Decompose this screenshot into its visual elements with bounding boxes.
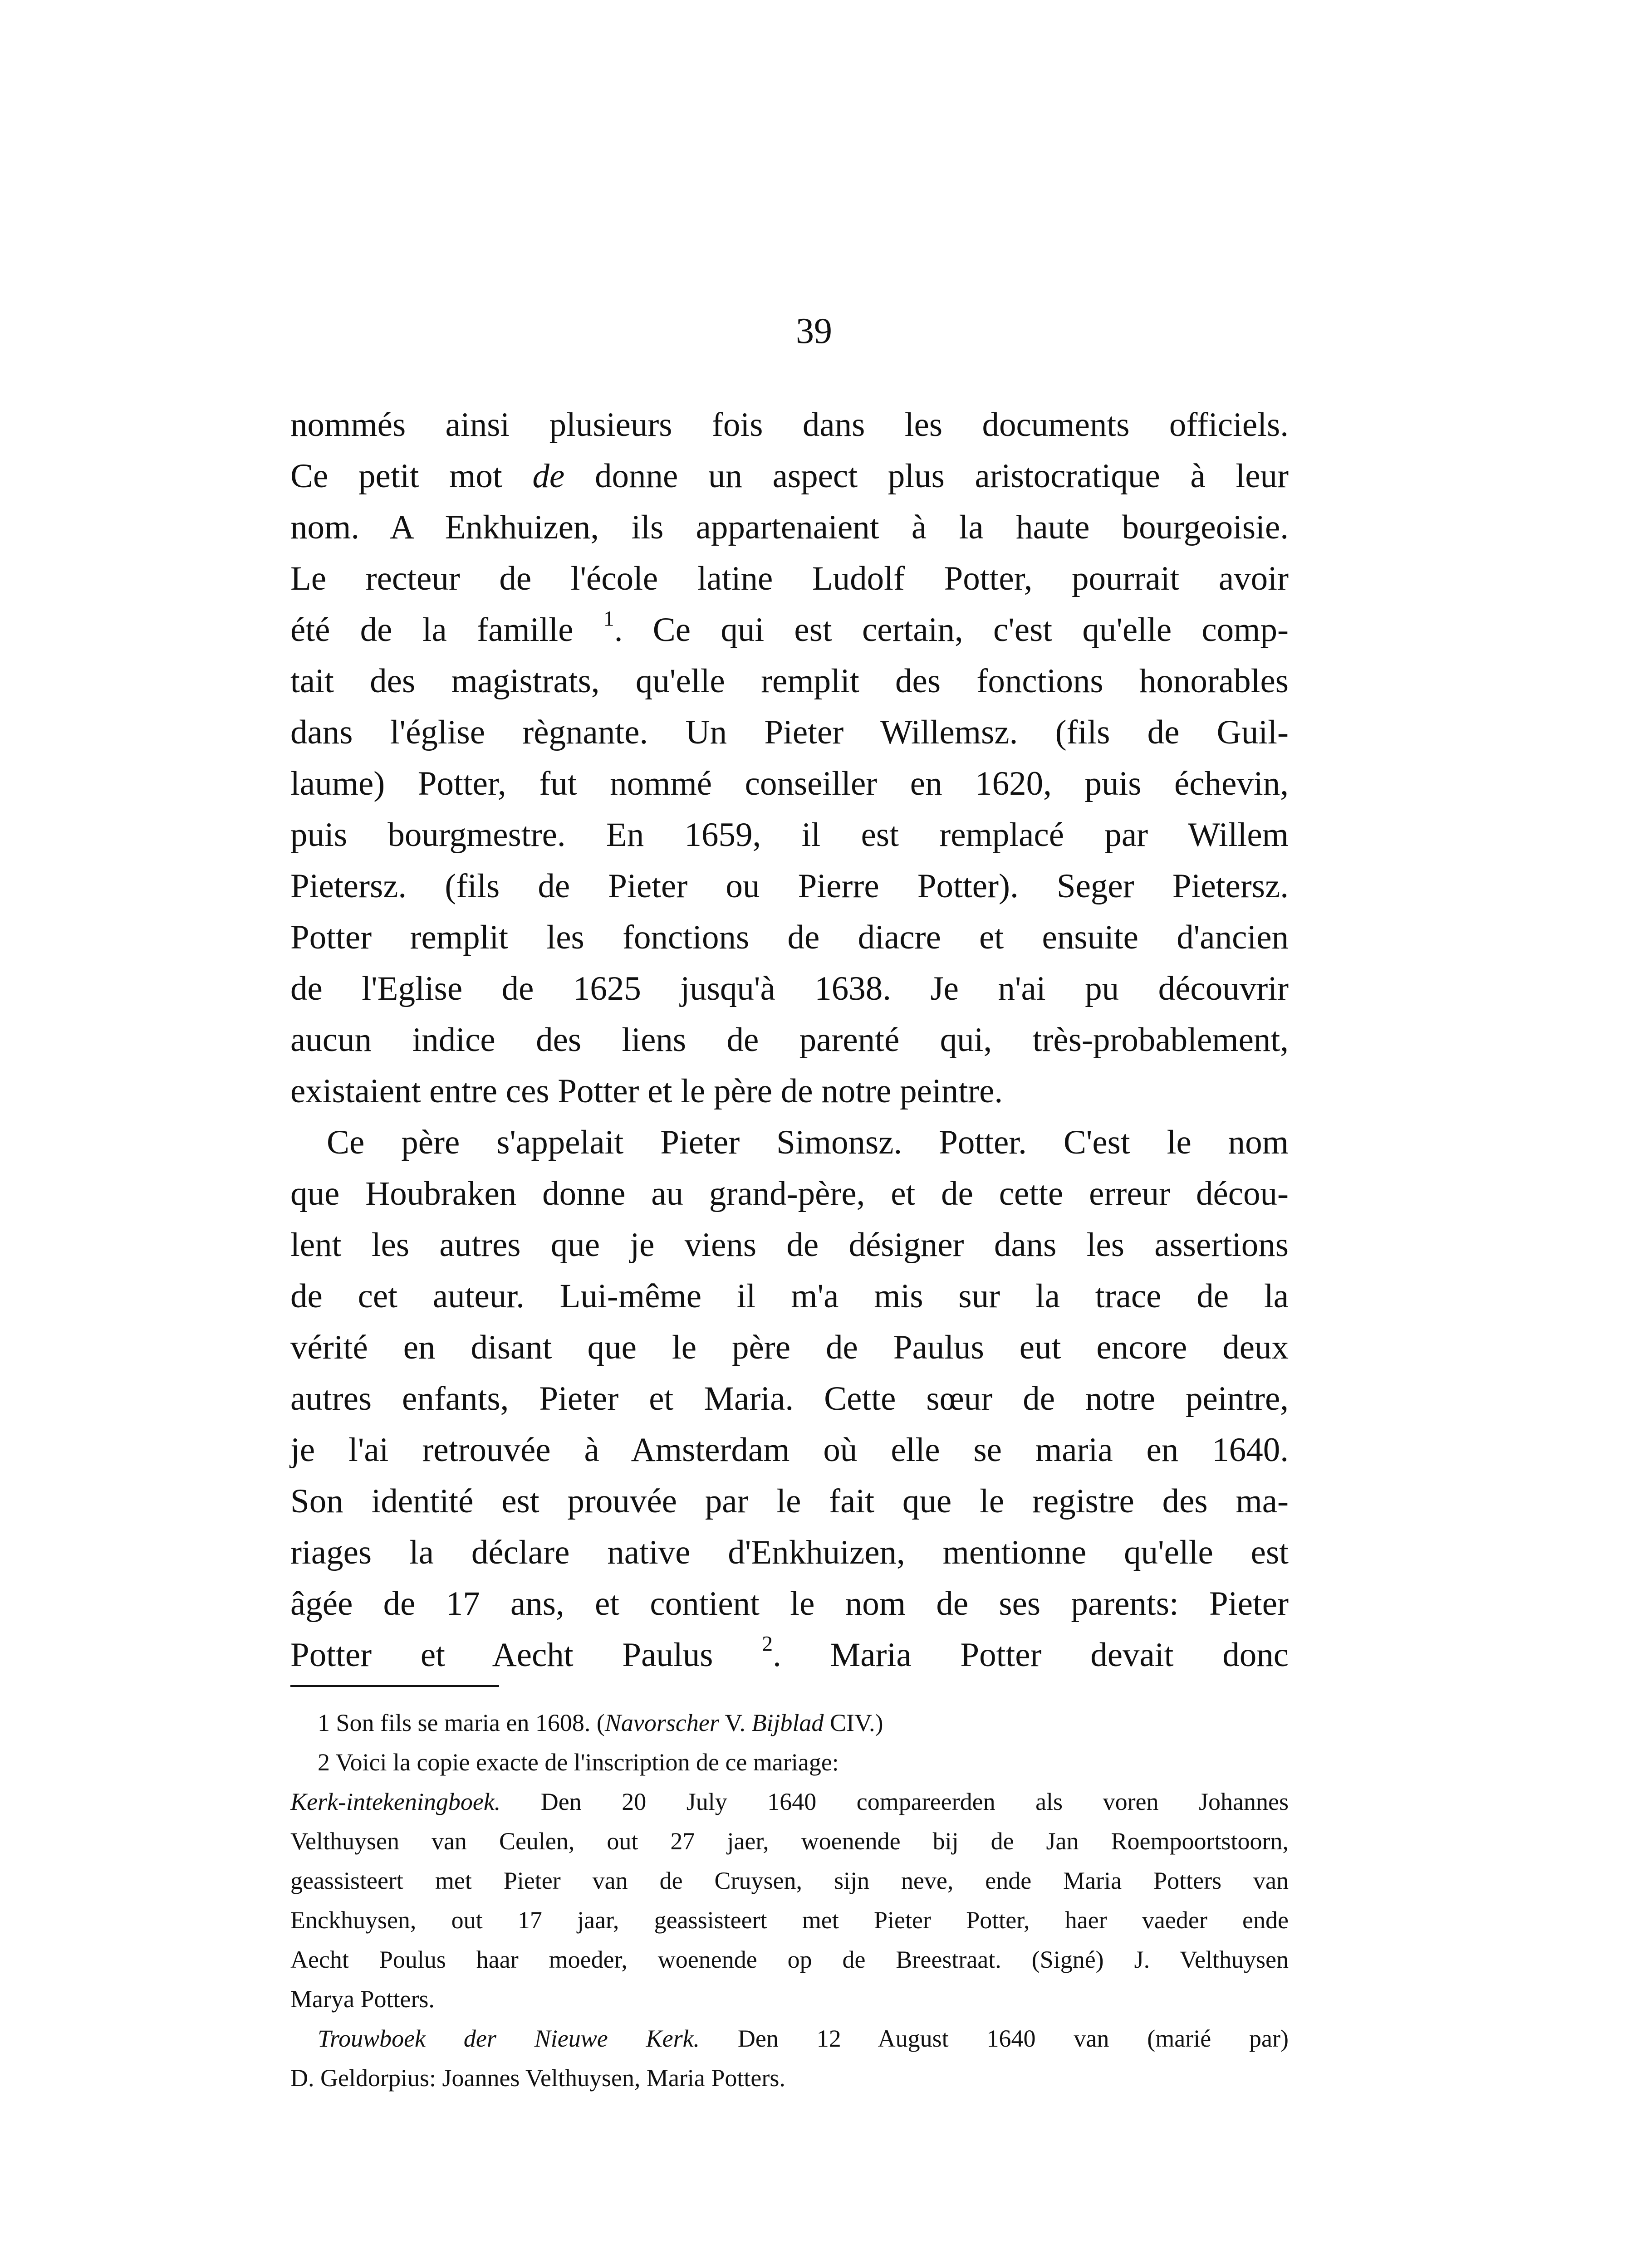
text-line: dans l'église règnante. Un Pieter Willemsz. (fils de Guil-	[290, 714, 1289, 751]
text-line: de l'Eglise de 1625 jusqu'à 1638. Je n'ai pu découvrir	[290, 970, 1289, 1007]
footnote-2-intro: 2 Voici la copie exacte de l'inscription de ce mariage:	[318, 1749, 839, 1776]
text-line	[290, 604, 1289, 655]
footnote-line: Aecht Poulus haar moeder, woenende op de Breestraat. (Signé) J. Velthuysen	[290, 1946, 1289, 1973]
text-line: aucun indice des liens de parenté qui, très-probablement,	[290, 1021, 1289, 1059]
text-line: puis bourgmestre. En 1659, il est remplacé par Willem	[290, 816, 1289, 854]
text-line: que Houbraken donne au grand-père, et de cette erreur décou-	[290, 1175, 1289, 1212]
text-line: Son identité est prouvée par le fait que le registre des ma-	[290, 1482, 1289, 1520]
text-run: 1 Son fils se maria en 1608. (	[318, 1709, 605, 1736]
text-line: tait des magistrats, qu'elle remplit des fonctions honorables	[290, 662, 1289, 700]
page-number: 39	[796, 311, 832, 351]
footnote-1	[290, 1703, 1289, 1743]
text-run: Potter et Aecht Paulus	[290, 1636, 762, 1674]
footnote-line: geassisteert met Pieter van de Cruysen, sijn neve, ende Maria Potters van	[290, 1867, 1289, 1894]
italic-word: de	[532, 457, 565, 495]
text-line: je l'ai retrouvée à Amsterdam où elle se maria en 1640.	[290, 1431, 1289, 1469]
text-line: laume) Potter, fut nommé conseiller en 1620, puis échevin,	[290, 765, 1289, 802]
footnote-line: Marya Potters.	[290, 1985, 435, 2013]
footnotes	[290, 1703, 1289, 2098]
footnote-line: Enckhuysen, out 17 jaar, geassisteert met Pieter Potter, haer vaeder ende	[290, 1906, 1289, 1934]
text-line: Le recteur de l'école latine Ludolf Potter, pourrait avoir	[290, 560, 1289, 597]
footnote-line	[290, 2019, 1289, 2058]
text-run: V.	[719, 1709, 752, 1736]
text-run: été de la famille	[290, 611, 603, 649]
record-label: Kerk-intekeningboek.	[290, 1788, 501, 1815]
text-run: . Maria Potter devait donc	[773, 1636, 1289, 1674]
main-text	[290, 399, 1289, 1681]
text-line: lent les autres que je viens de désigner dans les assertions	[290, 1226, 1289, 1264]
text-run: CIV.)	[824, 1709, 883, 1736]
text-line: existaient entre ces Potter et le père de notre peintre.	[290, 1072, 1003, 1110]
text-line: vérité en disant que le père de Paulus eut encore deux	[290, 1329, 1289, 1366]
footnote-line	[290, 1782, 1289, 1822]
text-line: Potter remplit les fonctions de diacre et ensuite d'ancien	[290, 919, 1289, 956]
text-line: nom. A Enkhuizen, ils appartenaient à la haute bourgeoisie.	[290, 508, 1289, 546]
text-line: autres enfants, Pieter et Maria. Cette sœur de notre peintre,	[290, 1380, 1289, 1418]
text-run: Ce petit mot	[290, 457, 533, 495]
text-line: âgée de 17 ans, et contient le nom de ses parents: Pieter	[290, 1585, 1289, 1623]
text-line: Pietersz. (fils de Pieter ou Pierre Potter). Seger Pietersz.	[290, 867, 1289, 905]
text-line: nommés ainsi plusieurs fois dans les documents officiels.	[290, 406, 1289, 444]
italic-title: Bijblad	[751, 1709, 824, 1736]
text-line: de cet auteur. Lui-même il m'a mis sur la trace de la	[290, 1277, 1289, 1315]
text-run: Den 12 August 1640 van (marié par)	[700, 2025, 1289, 2052]
text-line: riages la déclare native d'Enkhuizen, mentionne qu'elle est	[290, 1534, 1289, 1571]
text-line	[290, 450, 1289, 502]
footnote-line: D. Geldorpius: Joannes Velthuysen, Maria Potters.	[290, 2064, 785, 2092]
italic-title: Navorscher	[604, 1709, 719, 1736]
text-run: donne un aspect plus aristocratique à leur	[564, 457, 1289, 495]
footnote-line: Velthuysen van Ceulen, out 27 jaer, woenende bij de Jan Roempoortstoorn,	[290, 1828, 1289, 1855]
footnote-separator	[290, 1685, 499, 1687]
footnote-reference: 2	[762, 1632, 773, 1656]
text-run: Den 20 July 1640 compareerden als voren Johannes	[500, 1788, 1289, 1815]
record-label: Trouwboek der Nieuwe Kerk.	[318, 2025, 700, 2052]
text-line: Ce père s'appelait Pieter Simonsz. Potter. C'est le nom	[327, 1124, 1289, 1161]
footnote-reference: 1	[603, 606, 614, 631]
text-line	[290, 1629, 1289, 1681]
text-run: . Ce qui est certain, c'est qu'elle comp-	[614, 611, 1289, 649]
